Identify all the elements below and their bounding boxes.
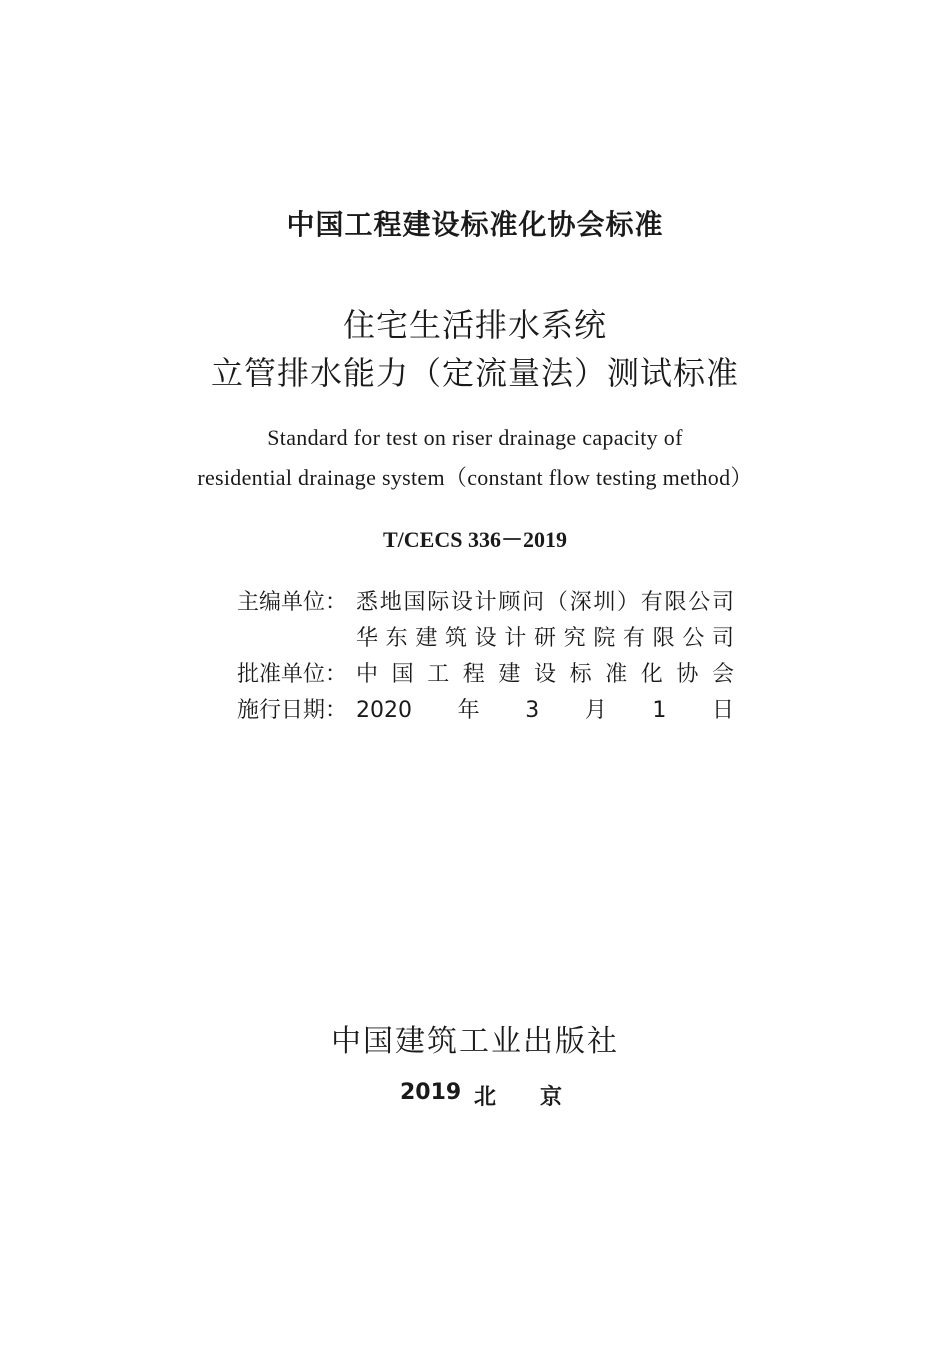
publication-year: 2019 — [400, 1080, 462, 1105]
effective-date-value: 2020年3月1日 — [356, 698, 734, 723]
approval-value: 中国工程建设标准化协会 — [356, 662, 734, 687]
english-title-line-1: Standard for test on riser drainage capacity of — [267, 425, 683, 450]
effective-date-label: 施行日期： — [237, 698, 348, 723]
publisher-name: 中国建筑工业出版社 — [331, 1024, 619, 1059]
title-line-2: 立管排水能力（定流量法）测试标准 — [210, 354, 739, 392]
chief-editor-2: 华东建筑设计研究院有限公司 — [356, 626, 734, 651]
title-line-1: 住宅生活排水系统 — [342, 306, 607, 344]
publication-city: 北京 — [474, 1085, 607, 1110]
chief-editor-label: 主编单位： — [237, 590, 348, 615]
organization-standard-heading: 中国工程建设标准化协会标准 — [286, 208, 664, 241]
chief-editor-1: 悉地国际设计顾问（深圳）有限公司 — [356, 590, 734, 615]
english-title-line-2: residential drainage system（constant flow testing method） — [197, 465, 753, 490]
approval-row — [237, 657, 737, 685]
approval-label: 批准单位： — [237, 662, 348, 687]
standard-code: T/CECS 336－2019 — [383, 527, 567, 552]
chief-editor-row-2 — [237, 621, 737, 649]
chief-editor-row — [237, 585, 737, 613]
effective-date-row — [237, 693, 737, 721]
